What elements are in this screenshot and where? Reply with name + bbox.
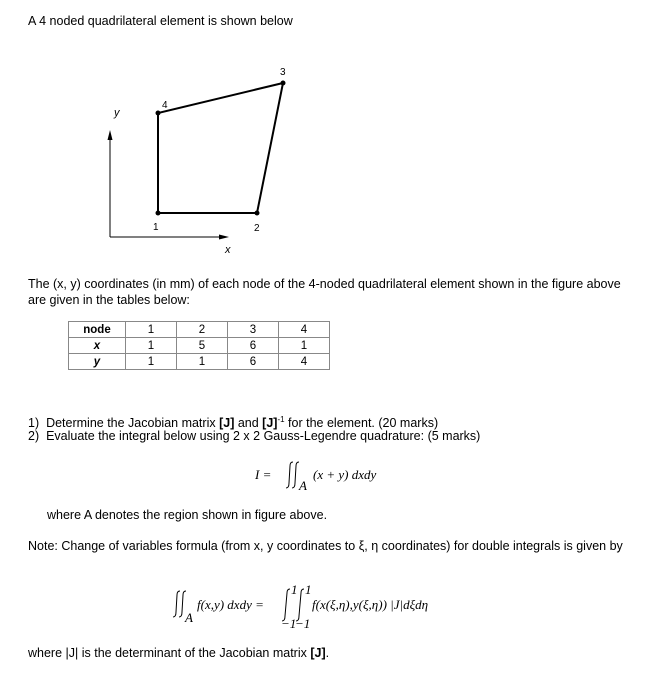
jacobian-symbol: [J] (310, 646, 326, 660)
table-cell: 4 (279, 322, 330, 338)
question-2-number: 2) (28, 429, 40, 443)
table-cell: 1 (126, 322, 177, 338)
integral-equation (255, 458, 415, 494)
determinant-definition (28, 645, 329, 661)
inverse-superscript: -1 (277, 415, 285, 424)
change-of-variables-note: Note: Change of variables formula (from x, y coordinates to ξ, η coordinates) for double integrals is given by (28, 539, 623, 553)
x-axis-arrowhead (219, 235, 229, 240)
upper-limit-1: 1 (291, 585, 298, 597)
change-of-variables-equation (172, 585, 472, 629)
question-1-text-b: and (234, 416, 263, 431)
determinant-text: where |J| is the determinant of the Jacobian matrix (28, 646, 311, 660)
region-definition: where A denotes the region shown in figure above. (47, 508, 328, 522)
quadrilateral-figure (95, 60, 315, 260)
y-axis-label: y (114, 107, 120, 119)
node-3-point (281, 81, 286, 86)
equation-lhs: I = (255, 467, 272, 482)
period: . (325, 646, 330, 660)
table-cell: 4 (279, 354, 330, 370)
table-row (69, 338, 330, 354)
node-4-label: 4 (162, 100, 168, 111)
table-cell: 2 (177, 322, 228, 338)
table-header-cell: y (69, 354, 126, 370)
table-row (69, 354, 330, 370)
lower-limit-2: −1 (295, 616, 311, 629)
region-subscript: A (185, 610, 193, 625)
node-2-point (255, 211, 260, 216)
node-1-point (156, 211, 161, 216)
lower-limit-1: −1 (281, 616, 297, 629)
jacobian-inverse-symbol: [J] (262, 416, 278, 431)
equation-rhs: f(x(ξ,η),y(ξ,η)) |J|dξdη (312, 597, 429, 612)
equation-integrand: (x + y) dxdy (313, 467, 377, 482)
x-axis-label: x (225, 244, 231, 256)
table-header-cell: x (69, 338, 126, 354)
table-cell: 6 (228, 338, 279, 354)
coords-table (68, 321, 330, 370)
table-cell: 6 (228, 354, 279, 370)
y-axis-arrowhead (108, 130, 113, 140)
double-integral-sign (286, 462, 299, 488)
question-2-text: Evaluate the integral below using 2 x 2 Gauss-Legendre quadrature: (5 marks) (46, 429, 481, 443)
intro-text: A 4 noded quadrilateral element is shown below (28, 14, 293, 28)
table-cell: 5 (177, 338, 228, 354)
integral-region-subscript: A (299, 478, 307, 493)
element-outline (158, 83, 283, 213)
node-1-label: 1 (153, 222, 159, 233)
table-cell: 1 (126, 354, 177, 370)
question-1-text-c: for the element. (20 marks) (284, 416, 439, 431)
node-2-label: 2 (254, 223, 260, 234)
table-row (69, 322, 330, 338)
question-1-text-a: Determine the Jacobian matrix (46, 416, 220, 431)
table-cell: 1 (279, 338, 330, 354)
question-2 (28, 428, 480, 444)
question-1-number: 1) (28, 416, 40, 431)
upper-limit-2: 1 (305, 585, 312, 597)
coords-description: The (x, y) coordinates (in mm) of each node of the 4-noded quadrilateral element shown in the figure above are given in the tables below: (28, 277, 621, 307)
jacobian-symbol: [J] (219, 416, 235, 431)
table-cell: 3 (228, 322, 279, 338)
table-cell: 1 (177, 354, 228, 370)
equation-lhs: f(x,y) dxdy = (197, 597, 264, 612)
table-cell: 1 (126, 338, 177, 354)
node-4-point (156, 111, 161, 116)
table-header-cell: node (69, 322, 126, 338)
node-3-label: 3 (280, 67, 286, 78)
